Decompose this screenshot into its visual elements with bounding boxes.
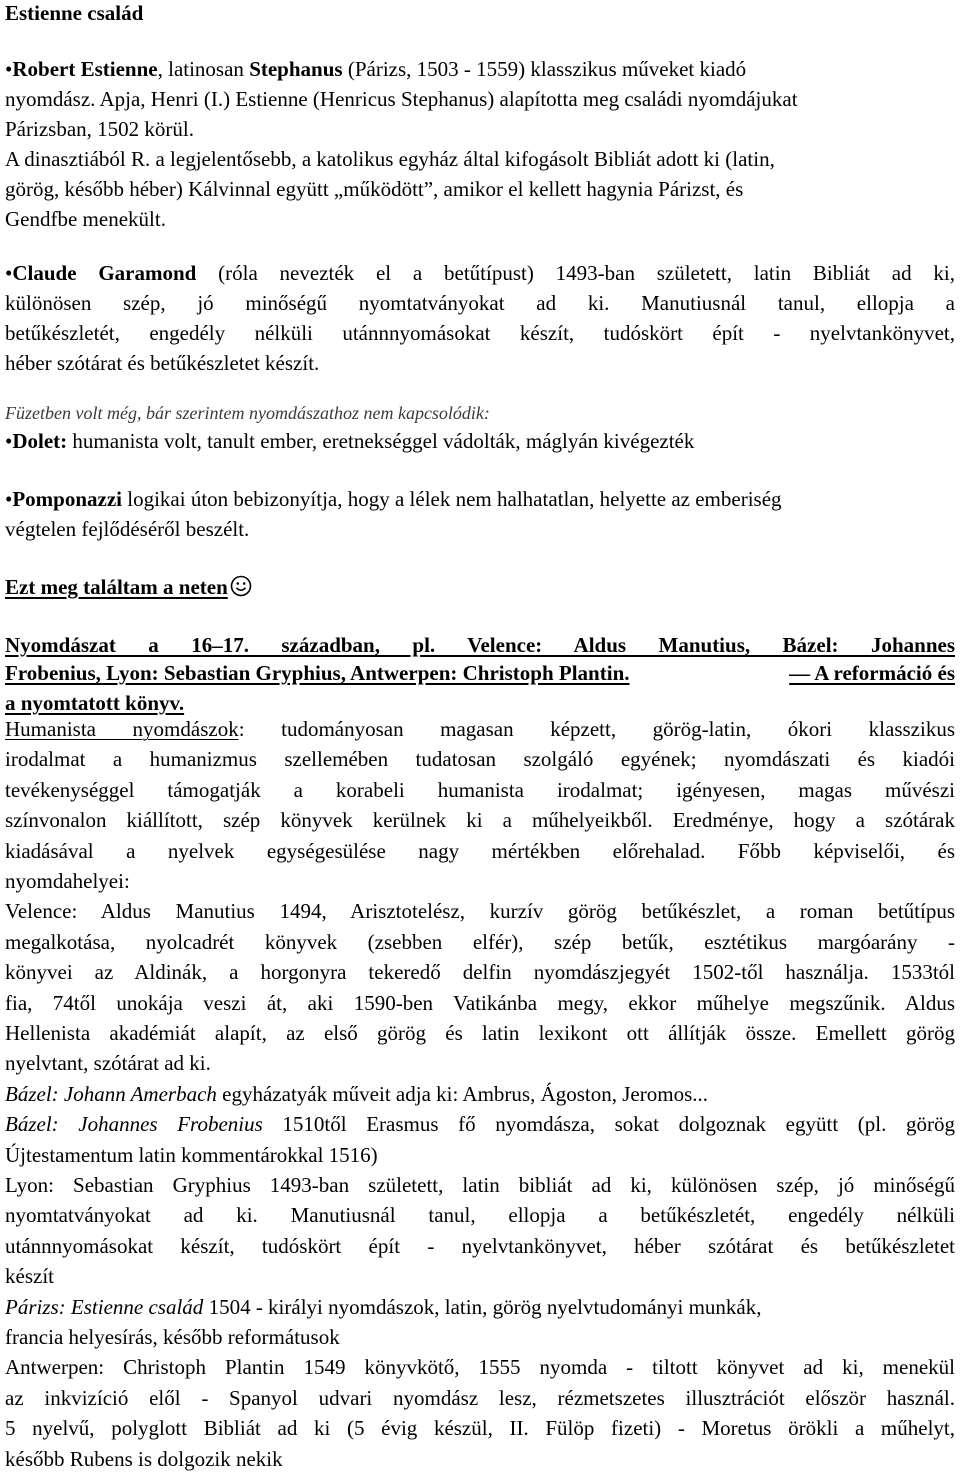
garamond-line-2: különösen szép, jó minőségű nyomtatványokat ad ki. Manutiusnál tanul, ellopja a [5, 291, 955, 315]
found-online-heading [5, 574, 252, 603]
body-line-text: 5 nyelvű, polyglott Bibliát ad ki (5 évig készül, II. Fülöp fizeti) - Moretus örökli a műhelyt, [5, 1416, 955, 1441]
body-line [5, 1202, 955, 1228]
section-heading-line-2 [5, 660, 955, 686]
body-line [5, 1081, 708, 1107]
body-line-text: készít [5, 1264, 54, 1289]
body-line-text: tevékenységgel támogatják a korabeli humanista irodalmat; igényesen, magas művészi [5, 777, 955, 802]
body-line-text: irodalmat a humanizmus szellemében tudatosan szolgáló egyének; nyomdászati és kiadói [5, 747, 955, 772]
body-line-text: Lyon: Sebastian Gryphius 1493-ban született, latin bibliát ad ki, különösen szép, jó minőségű [5, 1173, 955, 1197]
body-line [5, 898, 955, 924]
section-heading-line-1: Nyomdászat a 16–17. században, pl. Velence: Aldus Manutius, Bázel: Johannes [5, 633, 955, 657]
robert-line-4: A dinasztiából R. a legjelentősebb, a katolikus egyház által kifogásolt Bibliát adott ki (latin, [5, 147, 775, 171]
garamond-line-3: betűkészletét, engedély nélküli utánnnyomásokat készít, tudóskört épít - nyelvtankönyvet, [5, 321, 955, 345]
body-line-text: 1504 - királyi nyomdászok, latin, görög nyelvtudományi munkák, [203, 1294, 762, 1319]
body-line-text: kiadásával a nyelvek egységesülése nagy mértékben előrehalad. Főbb képviselői, és [5, 838, 955, 863]
body-line [5, 929, 955, 955]
body-line [5, 1446, 283, 1472]
body-line [5, 777, 955, 803]
body-line-text: később Rubens is dolgozik nekik [5, 1446, 283, 1471]
pomponazzi-line-1 [5, 486, 782, 512]
robert-line-3: Párizsban, 1502 körül. [5, 117, 194, 141]
body-line-text: megalkotása, nyolcadrét könyvek (zsebben elfér), szép betűk, esztétikus margóarány - [5, 929, 955, 954]
body-line [5, 838, 955, 864]
body-line-text: nyomdahelyei: [5, 869, 130, 893]
dolet-line [5, 428, 694, 454]
body-line [5, 1294, 761, 1320]
bullet: • [5, 487, 13, 511]
body-line [5, 1050, 211, 1076]
body-line [5, 1111, 955, 1137]
body-line [5, 807, 955, 833]
smiley-icon [230, 575, 252, 603]
robert-text-2: (Párizs, 1503 - 1559) klasszikus műveket kiadó [342, 57, 747, 81]
italic-place: Bázel: Johann Amerbach [5, 1081, 217, 1106]
found-online-text: Ezt meg találtam a neten [5, 575, 228, 599]
pomponazzi-line-2: végtelen fejlődéséről beszélt. [5, 517, 250, 541]
body-line-text: színvonalon kiállított, szép könyvek kerülnek ki a műhelyeikből. Eredménye, hogy a szótárak [5, 808, 955, 833]
robert-name: Robert Estienne [12, 57, 158, 81]
body-line-text: Velence: Aldus Manutius 1494, Arisztotelész, kurzív görög betűkészlet, a roman betűtípus [5, 899, 955, 924]
pomponazzi-name: Pomponazzi [12, 487, 123, 511]
body-line [5, 1172, 955, 1198]
body-line [5, 868, 130, 894]
heading-cities: Frobenius, Lyon: Sebastian Gryphius, Antwerpen: Christoph Plantin. [5, 661, 630, 685]
body-line-text: Hellenista akadémiát alapít, az első görög és latin lexikont ott állítják össze. Emellett görög [5, 1021, 955, 1045]
body-line [5, 1263, 54, 1289]
robert-line-5: görög, később héber) Kálvinnal együtt „működött”, amikor el kellett hagynia Párizst, és [5, 177, 744, 201]
dolet-name: Dolet: [12, 429, 68, 453]
bullet: • [5, 429, 13, 453]
body-line-text: : tudományosan magasan képzett, görög-latin, ókori klasszikus [238, 717, 955, 741]
body-line-text: könyvei az Aldinák, a horgonyra tekeredő delfin nyomdászjegyét 1502-től használja. 1533tól [5, 960, 955, 985]
page-title: Estienne család [5, 1, 144, 25]
body-line [5, 1354, 955, 1380]
body-line-text: francia helyesírás, később reformátusok [5, 1325, 340, 1349]
body-line [5, 990, 955, 1016]
bullet: • [5, 57, 13, 81]
robert-line-1 [5, 56, 746, 82]
italic-place: Bázel: Johannes Frobenius [5, 1112, 263, 1137]
body-line-text: az inkvizíció elől - Spanyol udvari nyomdász lesz, rézmetszetes illusztrációt először használ. [5, 1385, 955, 1410]
body-line-text: egyházatyák műveit adja ki: Ambrus, Ágoston, Jeromos... [216, 1081, 708, 1106]
body-line [5, 1415, 955, 1441]
body-line-text: Antwerpen: Christoph Plantin 1549 könyvkötő, 1555 nyomda - tiltott könyvet ad ki, menekül [5, 1355, 955, 1380]
body-line [5, 1233, 955, 1259]
robert-line-6: Gendfbe menekült. [5, 207, 166, 231]
garamond-line-4: héber szótárat és betűkészletet készít. [5, 351, 320, 375]
pomponazzi-text-1: logikai úton bebizonyítja, hogy a lélek nem halhatatlan, helyette az emberiség [122, 487, 782, 511]
body-line-text: nyelvtant, szótárat ad ki. [5, 1051, 211, 1076]
body-line [5, 1385, 955, 1411]
body-line-text: nyomtatványokat ad ki. Manutiusnál tanul, ellopja a betűkészletét, engedély nélküli [5, 1203, 955, 1228]
robert-text-1: , latinosan [157, 57, 250, 81]
notebook-note: Füzetben volt még, bár szerintem nyomdászathoz nem kapcsolódik: [5, 403, 490, 423]
dolet-text: humanista volt, tanult ember, eretnekséggel vádolták, máglyán kivégezték [67, 429, 695, 453]
body-line [5, 746, 955, 772]
stephanus-name: Stephanus [249, 57, 343, 81]
garamond-text-1: (róla nevezték el a betűtípust) 1493-ban született, latin Bibliát ad ki, [196, 261, 956, 285]
section-heading-line-3: a nyomtatott könyv. [5, 691, 185, 715]
garamond-name: Claude Garamond [12, 261, 197, 285]
heading-reformation-link[interactable]: — A reformáció és [789, 661, 955, 685]
garamond-line-1 [5, 260, 955, 286]
robert-line-2: nyomdász. Apja, Henri (I.) Estienne (Henricus Stephanus) alapította meg családi nyomdájukat [5, 87, 798, 111]
body-line [5, 959, 955, 985]
body-line [5, 1324, 340, 1350]
body-line-text: 1510től Erasmus fő nyomdásza, sokat dolgoznak együtt (pl. görög [262, 1112, 955, 1137]
body-line [5, 716, 955, 742]
bullet: • [5, 261, 13, 285]
body-line-text: Újtestamentum latin kommentárokkal 1516) [5, 1142, 378, 1167]
italic-place: Párizs: Estienne család [5, 1294, 204, 1319]
underlined-term: Humanista nyomdászok [5, 717, 239, 741]
body-line-text: utánnnyomásokat készít, tudóskört épít - nyelvtankönyvet, héber szótárat és betűkészletet [5, 1233, 955, 1258]
body-line-text: fia, 74től unokája veszi át, aki 1590-ben Vatikánba megy, ekkor műhelye megszűnik. Aldus [5, 990, 955, 1015]
body-line [5, 1020, 955, 1046]
body-line [5, 1142, 378, 1168]
